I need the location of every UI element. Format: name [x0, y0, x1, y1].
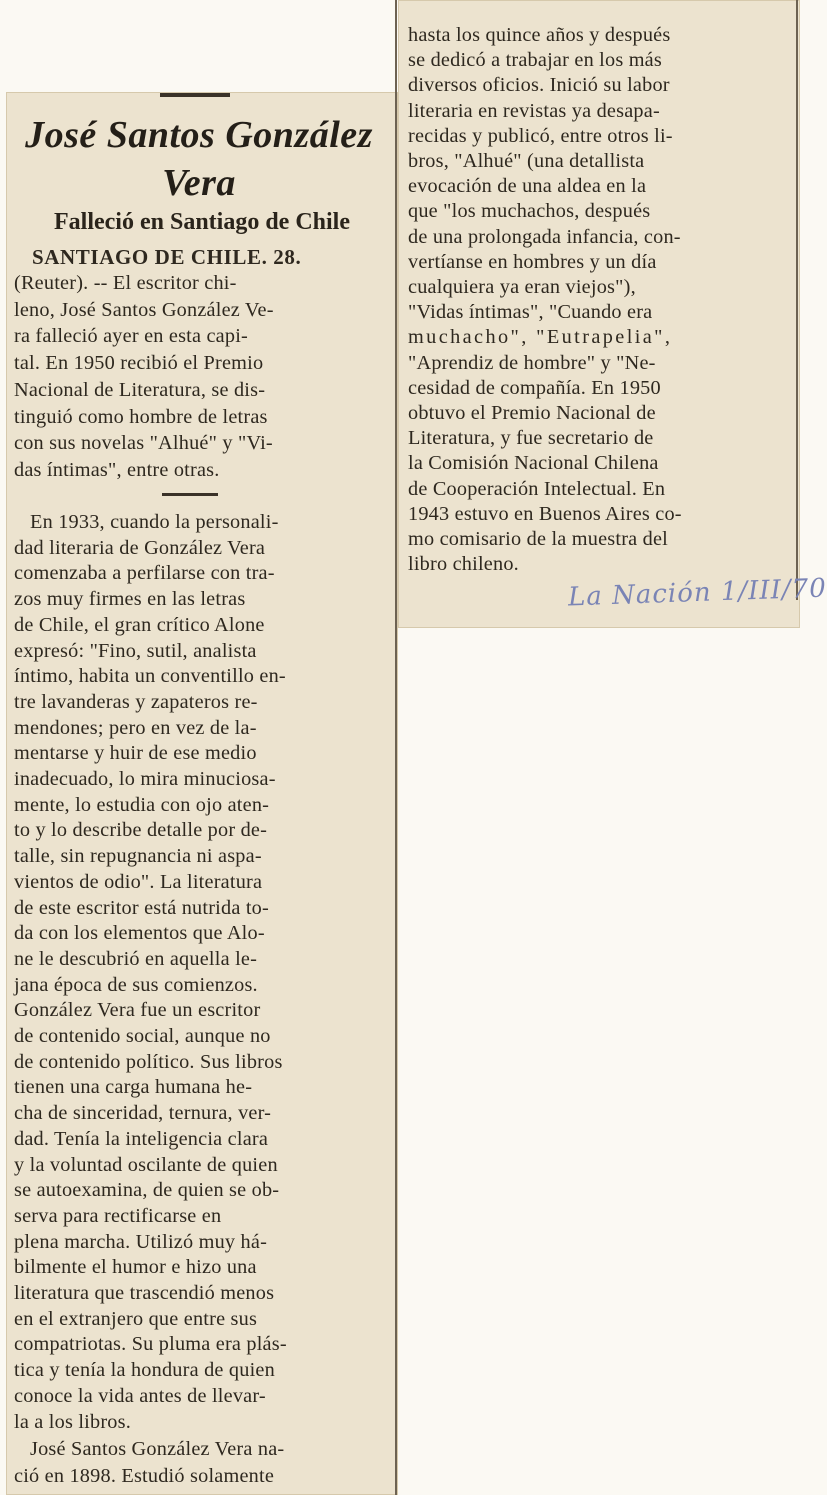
- body-line: vientos de odio". La literatura: [14, 870, 263, 893]
- body-line: con sus novelas "Alhué" y "Vi-: [14, 432, 273, 455]
- body-line: mente, lo estudia con ojo aten-: [14, 793, 270, 816]
- section-divider: [162, 493, 218, 496]
- body-line: tinguió como hombre de letras: [14, 405, 268, 428]
- body-line: se dedicó a trabajar en los más: [408, 49, 662, 72]
- body-line: serva para rectificarse en: [14, 1204, 222, 1227]
- body-line: da con los elementos que Alo-: [14, 922, 265, 945]
- body-line: González Vera fue un escritor: [14, 999, 261, 1022]
- body-line: (Reuter). -- El escritor chi-: [14, 272, 237, 294]
- body-line: íntimo, habita un conventillo en-: [14, 665, 286, 688]
- article-subtitle: Falleció en Santiago de Chile: [54, 209, 350, 235]
- body-line: talle, sin repugnancia ni aspa-: [14, 845, 262, 868]
- body-line: Nacional de Literatura, se dis-: [14, 378, 266, 401]
- body-line: Literatura, y fue secretario de: [408, 427, 654, 450]
- body-line: de contenido social, aunque no: [14, 1025, 271, 1047]
- column-divider-right: [796, 0, 798, 600]
- body-line: libro chileno.: [408, 553, 519, 576]
- body-line: literatura que trascendió menos: [14, 1282, 275, 1304]
- body-line: muchacho", "Eutrapelia",: [408, 326, 673, 349]
- body-line: ra falleció ayer en esta capi-: [14, 325, 249, 348]
- body-line: bros, "Alhué" (una detallista: [408, 150, 645, 172]
- body-line: la Comisión Nacional Chilena: [408, 452, 659, 475]
- body-line: to y lo describe detalle por de-: [14, 819, 268, 842]
- body-line: cualquiera ya eran viejos"),: [408, 276, 636, 298]
- body-line: mo comisario de la muestra del: [408, 528, 669, 550]
- body-line: expresó: "Fino, sutil, analista: [14, 639, 257, 662]
- body-line: vertíanse en hombres y un día: [408, 250, 657, 273]
- body-line: tienen una carga humana he-: [14, 1076, 253, 1099]
- body-line: literaria en revistas ya desapa-: [408, 99, 660, 122]
- body-line: cesidad de compañía. En 1950: [408, 376, 661, 399]
- body-line: compatriotas. Su pluma era plás-: [14, 1333, 287, 1356]
- body-line: de Cooperación Intelectual. En: [408, 477, 666, 500]
- header-rule: [160, 93, 230, 97]
- body-line: ció en 1898. Estudió solamente: [14, 1465, 275, 1487]
- body-line: de contenido político. Sus libros: [14, 1050, 283, 1073]
- body-line: "Aprendiz de hombre" y "Ne-: [408, 351, 656, 374]
- column-divider-left: [395, 0, 397, 1495]
- body-line: diversos oficios. Inició su labor: [408, 74, 670, 97]
- handwritten-note: La Nación 1/III/70: [567, 573, 827, 613]
- article-title-line1: José Santos González: [25, 114, 373, 156]
- article-dateline: SANTIAGO DE CHILE. 28.: [32, 245, 302, 269]
- body-line: mentarse y huir de ese medio: [14, 742, 257, 765]
- body-line: bilmente el humor e hizo una: [14, 1256, 257, 1279]
- body-line: dad literaria de González Vera: [14, 536, 266, 559]
- body-line: conoce la vida antes de llevar-: [14, 1384, 266, 1407]
- body-line: tal. En 1950 recibió el Premio: [14, 352, 264, 375]
- body-line: zos muy firmes en las letras: [14, 588, 246, 611]
- body-line: mendones; pero en vez de la-: [14, 716, 257, 739]
- body-line: de una prolongada infancia, con-: [408, 225, 681, 248]
- body-line: jana época de sus comienzos.: [14, 973, 258, 996]
- body-line: evocación de una aldea en la: [408, 175, 647, 198]
- body-line: tre lavanderas y zapateros re-: [14, 690, 258, 713]
- body-line: inadecuado, lo mira minuciosa-: [14, 768, 276, 790]
- body-line: obtuvo el Premio Nacional de: [408, 402, 656, 424]
- body-line: En 1933, cuando la personali-: [30, 511, 279, 533]
- body-line: ne le descubrió en aquella le-: [14, 947, 258, 970]
- body-line: y la voluntad oscilante de quien: [14, 1153, 278, 1176]
- body-line: la a los libros.: [14, 1410, 131, 1433]
- body-line: dad. Tenía la inteligencia clara: [14, 1127, 269, 1150]
- body-line: leno, José Santos González Ve-: [14, 298, 274, 321]
- body-line: en el extranjero que entre sus: [14, 1307, 258, 1330]
- body-line: se autoexamina, de quien se ob-: [14, 1179, 280, 1202]
- body-line: cha de sinceridad, ternura, ver-: [14, 1102, 272, 1125]
- body-line: hasta los quince años y después: [408, 24, 671, 46]
- body-line: recidas y publicó, entre otros li-: [408, 124, 673, 147]
- body-line: das íntimas", entre otras.: [14, 458, 220, 481]
- body-line: comenzaba a perfilarse con tra-: [14, 562, 275, 585]
- body-line: de este escritor está nutrida to-: [14, 896, 269, 919]
- article-title-line2: Vera: [162, 162, 236, 204]
- body-line: plena marcha. Utilizó muy há-: [14, 1230, 268, 1253]
- body-line: 1943 estuvo en Buenos Aires co-: [408, 502, 682, 525]
- body-line: "Vidas íntimas", "Cuando era: [408, 301, 653, 324]
- body-line: que "los muchachos, después: [408, 200, 651, 223]
- body-line: de Chile, el gran crítico Alone: [14, 613, 265, 636]
- body-line: José Santos González Vera na-: [30, 1438, 285, 1460]
- body-line: tica y tenía la hondura de quien: [14, 1359, 275, 1382]
